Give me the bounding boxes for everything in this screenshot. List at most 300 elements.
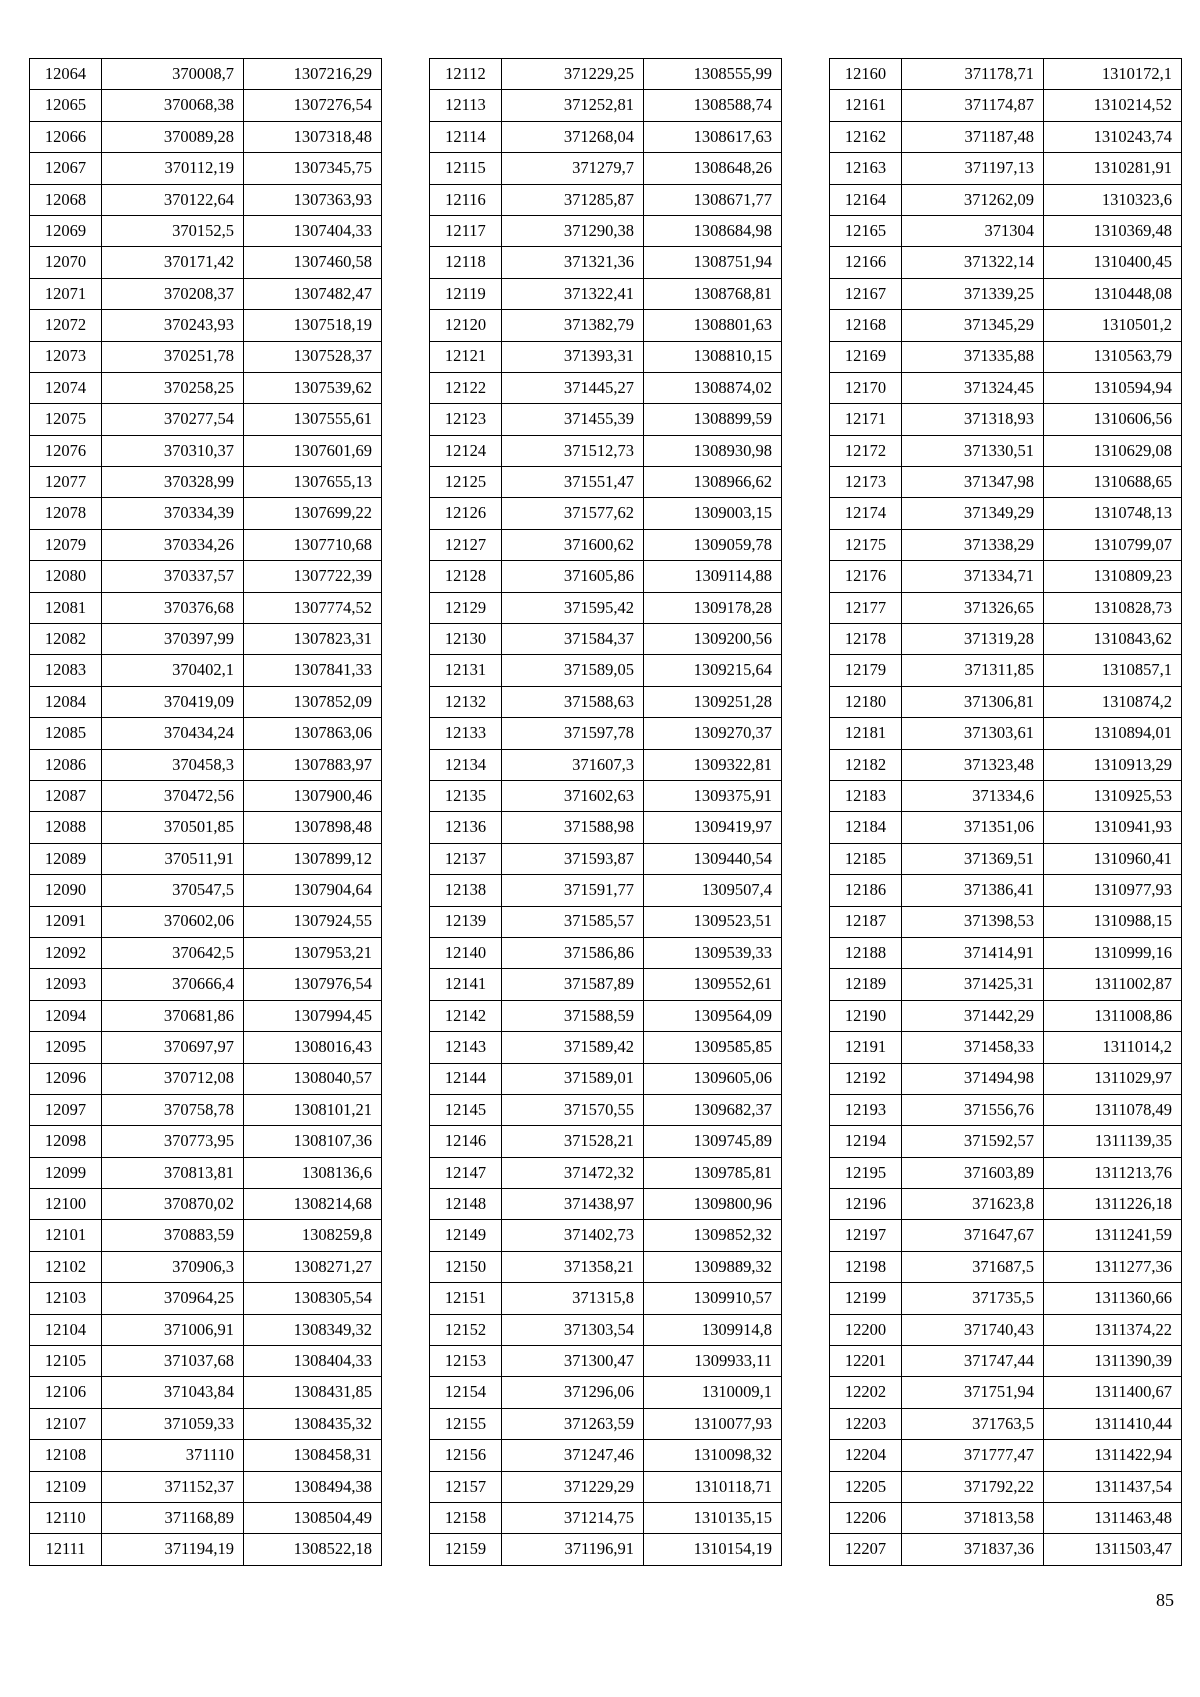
x-coordinate-cell: 371330,51 — [902, 435, 1044, 466]
y-coordinate-cell: 1308768,81 — [644, 278, 782, 309]
y-coordinate-cell: 1309682,37 — [644, 1094, 782, 1125]
table-row — [30, 1251, 382, 1282]
x-coordinate-cell: 370008,7 — [102, 59, 244, 90]
x-coordinate-cell: 371369,51 — [902, 843, 1044, 874]
point-number-cell: 12086 — [30, 749, 102, 780]
x-coordinate-cell: 371747,44 — [902, 1346, 1044, 1377]
point-number-cell: 12102 — [30, 1251, 102, 1282]
x-coordinate-cell: 371402,73 — [502, 1220, 644, 1251]
x-coordinate-cell: 371735,5 — [902, 1283, 1044, 1314]
x-coordinate-cell: 370152,5 — [102, 215, 244, 246]
table-row — [30, 498, 382, 529]
y-coordinate-cell: 1308810,15 — [644, 341, 782, 372]
x-coordinate-cell: 371168,89 — [102, 1502, 244, 1533]
x-coordinate-cell: 371445,27 — [502, 372, 644, 403]
table-row — [30, 1440, 382, 1471]
table-row — [430, 812, 782, 843]
x-coordinate-cell: 371425,31 — [902, 969, 1044, 1000]
x-coordinate-cell: 371813,58 — [902, 1502, 1044, 1533]
point-number-cell: 12085 — [30, 718, 102, 749]
table-row — [30, 278, 382, 309]
x-coordinate-cell: 370501,85 — [102, 812, 244, 843]
table-row — [830, 780, 1182, 811]
table-row — [830, 153, 1182, 184]
point-number-cell: 12101 — [30, 1220, 102, 1251]
x-coordinate-cell: 371324,45 — [902, 372, 1044, 403]
x-coordinate-cell: 371335,88 — [902, 341, 1044, 372]
table-row — [30, 184, 382, 215]
y-coordinate-cell: 1309322,81 — [644, 749, 782, 780]
point-number-cell: 12183 — [830, 780, 902, 811]
table-row — [430, 498, 782, 529]
x-coordinate-cell: 371351,06 — [902, 812, 1044, 843]
y-coordinate-cell: 1307601,69 — [244, 435, 382, 466]
x-coordinate-cell: 370328,99 — [102, 467, 244, 498]
x-coordinate-cell: 370681,86 — [102, 1000, 244, 1031]
x-coordinate-cell: 370458,3 — [102, 749, 244, 780]
point-number-cell: 12163 — [830, 153, 902, 184]
x-coordinate-cell: 370334,39 — [102, 498, 244, 529]
point-number-cell: 12191 — [830, 1032, 902, 1063]
point-number-cell: 12177 — [830, 592, 902, 623]
x-coordinate-cell: 371591,77 — [502, 875, 644, 906]
table-row — [30, 906, 382, 937]
table-row — [30, 749, 382, 780]
x-coordinate-cell: 370251,78 — [102, 341, 244, 372]
point-number-cell: 12080 — [30, 561, 102, 592]
table-row — [830, 1032, 1182, 1063]
point-number-cell: 12194 — [830, 1126, 902, 1157]
point-number-cell: 12088 — [30, 812, 102, 843]
x-coordinate-cell: 371494,98 — [902, 1063, 1044, 1094]
point-number-cell: 12188 — [830, 937, 902, 968]
x-coordinate-cell: 371263,59 — [502, 1408, 644, 1439]
y-coordinate-cell: 1309114,88 — [644, 561, 782, 592]
table-row — [430, 153, 782, 184]
y-coordinate-cell: 1307539,62 — [244, 372, 382, 403]
point-number-cell: 12186 — [830, 875, 902, 906]
x-coordinate-cell: 371311,85 — [902, 655, 1044, 686]
point-number-cell: 12134 — [430, 749, 502, 780]
point-number-cell: 12097 — [30, 1094, 102, 1125]
x-coordinate-cell: 371382,79 — [502, 310, 644, 341]
y-coordinate-cell: 1309552,61 — [644, 969, 782, 1000]
table-row — [830, 1157, 1182, 1188]
y-coordinate-cell: 1308966,62 — [644, 467, 782, 498]
table-row — [430, 404, 782, 435]
point-number-cell: 12198 — [830, 1251, 902, 1282]
table-row — [30, 121, 382, 152]
table-row — [30, 1283, 382, 1314]
table-row — [30, 718, 382, 749]
y-coordinate-cell: 1307841,33 — [244, 655, 382, 686]
y-coordinate-cell: 1310098,32 — [644, 1440, 782, 1471]
table-row — [830, 1408, 1182, 1439]
y-coordinate-cell: 1310874,2 — [1044, 686, 1182, 717]
table-row — [30, 1220, 382, 1251]
y-coordinate-cell: 1307953,21 — [244, 937, 382, 968]
point-number-cell: 12064 — [30, 59, 102, 90]
point-number-cell: 12117 — [430, 215, 502, 246]
table-row — [430, 969, 782, 1000]
table-row — [30, 1314, 382, 1345]
point-number-cell: 12197 — [830, 1220, 902, 1251]
table-row — [30, 341, 382, 372]
x-coordinate-cell: 371592,57 — [902, 1126, 1044, 1157]
point-number-cell: 12182 — [830, 749, 902, 780]
y-coordinate-cell: 1311400,67 — [1044, 1377, 1182, 1408]
y-coordinate-cell: 1310629,08 — [1044, 435, 1182, 466]
y-coordinate-cell: 1308435,32 — [244, 1408, 382, 1439]
x-coordinate-cell: 371345,29 — [902, 310, 1044, 341]
x-coordinate-cell: 370666,4 — [102, 969, 244, 1000]
y-coordinate-cell: 1309375,91 — [644, 780, 782, 811]
x-coordinate-cell: 371326,65 — [902, 592, 1044, 623]
table-row — [30, 1534, 382, 1565]
x-coordinate-cell: 370547,5 — [102, 875, 244, 906]
table-row — [30, 310, 382, 341]
point-number-cell: 12087 — [30, 780, 102, 811]
x-coordinate-cell: 370434,24 — [102, 718, 244, 749]
table-row — [830, 498, 1182, 529]
x-coordinate-cell: 370870,02 — [102, 1189, 244, 1220]
x-coordinate-cell: 371386,41 — [902, 875, 1044, 906]
table-row — [430, 529, 782, 560]
point-number-cell: 12092 — [30, 937, 102, 968]
y-coordinate-cell: 1311410,44 — [1044, 1408, 1182, 1439]
table-row — [830, 906, 1182, 937]
table-row — [430, 655, 782, 686]
x-coordinate-cell: 371593,87 — [502, 843, 644, 874]
table-row — [430, 278, 782, 309]
x-coordinate-cell: 371315,8 — [502, 1283, 644, 1314]
x-coordinate-cell: 371551,47 — [502, 467, 644, 498]
point-number-cell: 12140 — [430, 937, 502, 968]
table-row — [430, 1189, 782, 1220]
table-row — [30, 404, 382, 435]
point-number-cell: 12152 — [430, 1314, 502, 1345]
y-coordinate-cell: 1309745,89 — [644, 1126, 782, 1157]
table-row — [430, 1157, 782, 1188]
y-coordinate-cell: 1308271,27 — [244, 1251, 382, 1282]
point-number-cell: 12091 — [30, 906, 102, 937]
point-number-cell: 12160 — [830, 59, 902, 90]
y-coordinate-cell: 1310843,62 — [1044, 624, 1182, 655]
point-number-cell: 12082 — [30, 624, 102, 655]
table-row — [830, 121, 1182, 152]
coordinate-table-body — [30, 59, 382, 1566]
table-row — [830, 937, 1182, 968]
table-row — [830, 435, 1182, 466]
y-coordinate-cell: 1309523,51 — [644, 906, 782, 937]
point-number-cell: 12065 — [30, 90, 102, 121]
x-coordinate-cell: 371605,86 — [502, 561, 644, 592]
x-coordinate-cell: 371323,48 — [902, 749, 1044, 780]
x-coordinate-cell: 371037,68 — [102, 1346, 244, 1377]
y-coordinate-cell: 1311008,86 — [1044, 1000, 1182, 1031]
point-number-cell: 12153 — [430, 1346, 502, 1377]
point-number-cell: 12165 — [830, 215, 902, 246]
point-number-cell: 12113 — [430, 90, 502, 121]
point-number-cell: 12142 — [430, 1000, 502, 1031]
point-number-cell: 12204 — [830, 1440, 902, 1471]
point-number-cell: 12154 — [430, 1377, 502, 1408]
point-number-cell: 12131 — [430, 655, 502, 686]
table-row — [830, 404, 1182, 435]
y-coordinate-cell: 1310369,48 — [1044, 215, 1182, 246]
table-row — [430, 686, 782, 717]
x-coordinate-cell: 371687,5 — [902, 1251, 1044, 1282]
point-number-cell: 12139 — [430, 906, 502, 937]
y-coordinate-cell: 1311241,59 — [1044, 1220, 1182, 1251]
point-number-cell: 12123 — [430, 404, 502, 435]
point-number-cell: 12175 — [830, 529, 902, 560]
table-row — [430, 749, 782, 780]
y-coordinate-cell: 1309564,09 — [644, 1000, 782, 1031]
y-coordinate-cell: 1307482,47 — [244, 278, 382, 309]
y-coordinate-cell: 1307883,97 — [244, 749, 382, 780]
point-number-cell: 12174 — [830, 498, 902, 529]
coordinate-table-3 — [829, 58, 1182, 1566]
y-coordinate-cell: 1308349,32 — [244, 1314, 382, 1345]
y-coordinate-cell: 1310857,1 — [1044, 655, 1182, 686]
table-row — [30, 561, 382, 592]
x-coordinate-cell: 371740,43 — [902, 1314, 1044, 1345]
table-row — [430, 1000, 782, 1031]
y-coordinate-cell: 1308458,31 — [244, 1440, 382, 1471]
x-coordinate-cell: 371414,91 — [902, 937, 1044, 968]
table-row — [430, 780, 782, 811]
table-row — [30, 875, 382, 906]
table-row — [430, 1220, 782, 1251]
point-number-cell: 12073 — [30, 341, 102, 372]
table-row — [30, 1063, 382, 1094]
y-coordinate-cell: 1308555,99 — [644, 59, 782, 90]
x-coordinate-cell: 371600,62 — [502, 529, 644, 560]
table-row — [830, 90, 1182, 121]
x-coordinate-cell: 370813,81 — [102, 1157, 244, 1188]
point-number-cell: 12116 — [430, 184, 502, 215]
point-number-cell: 12136 — [430, 812, 502, 843]
table-row — [830, 310, 1182, 341]
y-coordinate-cell: 1310913,29 — [1044, 749, 1182, 780]
x-coordinate-cell: 370171,42 — [102, 247, 244, 278]
table-row — [830, 467, 1182, 498]
x-coordinate-cell: 371321,36 — [502, 247, 644, 278]
table-row — [430, 184, 782, 215]
y-coordinate-cell: 1311374,22 — [1044, 1314, 1182, 1345]
point-number-cell: 12083 — [30, 655, 102, 686]
x-coordinate-cell: 371334,71 — [902, 561, 1044, 592]
x-coordinate-cell: 371358,21 — [502, 1251, 644, 1282]
x-coordinate-cell: 370334,26 — [102, 529, 244, 560]
x-coordinate-cell: 371319,28 — [902, 624, 1044, 655]
x-coordinate-cell: 371588,98 — [502, 812, 644, 843]
coordinate-table-body — [430, 59, 782, 1566]
table-row — [30, 1471, 382, 1502]
table-row — [30, 1094, 382, 1125]
y-coordinate-cell: 1311014,2 — [1044, 1032, 1182, 1063]
point-number-cell: 12126 — [430, 498, 502, 529]
y-coordinate-cell: 1307863,06 — [244, 718, 382, 749]
point-number-cell: 12179 — [830, 655, 902, 686]
point-number-cell: 12138 — [430, 875, 502, 906]
x-coordinate-cell: 370472,56 — [102, 780, 244, 811]
y-coordinate-cell: 1309785,81 — [644, 1157, 782, 1188]
x-coordinate-cell: 371597,78 — [502, 718, 644, 749]
point-number-cell: 12156 — [430, 1440, 502, 1471]
table-row — [430, 592, 782, 623]
y-coordinate-cell: 1311390,39 — [1044, 1346, 1182, 1377]
table-row — [30, 655, 382, 686]
y-coordinate-cell: 1308684,98 — [644, 215, 782, 246]
point-number-cell: 12200 — [830, 1314, 902, 1345]
y-coordinate-cell: 1309270,37 — [644, 718, 782, 749]
y-coordinate-cell: 1309059,78 — [644, 529, 782, 560]
point-number-cell: 12095 — [30, 1032, 102, 1063]
y-coordinate-cell: 1307555,61 — [244, 404, 382, 435]
x-coordinate-cell: 370112,19 — [102, 153, 244, 184]
point-number-cell: 12130 — [430, 624, 502, 655]
x-coordinate-cell: 371777,47 — [902, 1440, 1044, 1471]
y-coordinate-cell: 1307823,31 — [244, 624, 382, 655]
point-number-cell: 12144 — [430, 1063, 502, 1094]
point-number-cell: 12125 — [430, 467, 502, 498]
y-coordinate-cell: 1311437,54 — [1044, 1471, 1182, 1502]
y-coordinate-cell: 1310809,23 — [1044, 561, 1182, 592]
y-coordinate-cell: 1307216,29 — [244, 59, 382, 90]
x-coordinate-cell: 370642,5 — [102, 937, 244, 968]
table-row — [830, 561, 1182, 592]
y-coordinate-cell: 1311226,18 — [1044, 1189, 1182, 1220]
x-coordinate-cell: 370397,99 — [102, 624, 244, 655]
table-row — [430, 1251, 782, 1282]
x-coordinate-cell: 371607,3 — [502, 749, 644, 780]
y-coordinate-cell: 1307404,33 — [244, 215, 382, 246]
x-coordinate-cell: 371602,63 — [502, 780, 644, 811]
x-coordinate-cell: 371472,32 — [502, 1157, 644, 1188]
point-number-cell: 12206 — [830, 1502, 902, 1533]
y-coordinate-cell: 1311078,49 — [1044, 1094, 1182, 1125]
y-coordinate-cell: 1307994,45 — [244, 1000, 382, 1031]
point-number-cell: 12100 — [30, 1189, 102, 1220]
y-coordinate-cell: 1309003,15 — [644, 498, 782, 529]
x-coordinate-cell: 371347,98 — [902, 467, 1044, 498]
x-coordinate-cell: 371174,87 — [902, 90, 1044, 121]
point-number-cell: 12070 — [30, 247, 102, 278]
y-coordinate-cell: 1307460,58 — [244, 247, 382, 278]
table-row — [430, 561, 782, 592]
x-coordinate-cell: 371303,61 — [902, 718, 1044, 749]
table-row — [430, 1534, 782, 1565]
y-coordinate-cell: 1308040,57 — [244, 1063, 382, 1094]
x-coordinate-cell: 371349,29 — [902, 498, 1044, 529]
x-coordinate-cell: 370712,08 — [102, 1063, 244, 1094]
point-number-cell: 12141 — [430, 969, 502, 1000]
table-row — [830, 686, 1182, 717]
point-number-cell: 12072 — [30, 310, 102, 341]
coordinate-table-body — [830, 59, 1182, 1566]
x-coordinate-cell: 371214,75 — [502, 1502, 644, 1533]
table-row — [430, 1502, 782, 1533]
table-row — [30, 812, 382, 843]
x-coordinate-cell: 370697,97 — [102, 1032, 244, 1063]
x-coordinate-cell: 370122,64 — [102, 184, 244, 215]
table-row — [30, 1032, 382, 1063]
table-row — [430, 121, 782, 152]
table-row — [430, 1283, 782, 1314]
table-row — [30, 969, 382, 1000]
x-coordinate-cell: 371059,33 — [102, 1408, 244, 1439]
x-coordinate-cell: 370602,06 — [102, 906, 244, 937]
y-coordinate-cell: 1308305,54 — [244, 1283, 382, 1314]
y-coordinate-cell: 1307528,37 — [244, 341, 382, 372]
point-number-cell: 12129 — [430, 592, 502, 623]
x-coordinate-cell: 371194,19 — [102, 1534, 244, 1565]
table-row — [430, 467, 782, 498]
table-row — [30, 90, 382, 121]
point-number-cell: 12133 — [430, 718, 502, 749]
point-number-cell: 12172 — [830, 435, 902, 466]
point-number-cell: 12190 — [830, 1000, 902, 1031]
x-coordinate-cell: 371322,14 — [902, 247, 1044, 278]
x-coordinate-cell: 371589,42 — [502, 1032, 644, 1063]
table-row — [30, 1000, 382, 1031]
table-row — [30, 59, 382, 90]
y-coordinate-cell: 1310154,19 — [644, 1534, 782, 1565]
x-coordinate-cell: 371398,53 — [902, 906, 1044, 937]
table-row — [830, 1000, 1182, 1031]
x-coordinate-cell: 371306,81 — [902, 686, 1044, 717]
x-coordinate-cell: 371043,84 — [102, 1377, 244, 1408]
y-coordinate-cell: 1311503,47 — [1044, 1534, 1182, 1565]
point-number-cell: 12159 — [430, 1534, 502, 1565]
point-number-cell: 12110 — [30, 1502, 102, 1533]
point-number-cell: 12170 — [830, 372, 902, 403]
table-row — [830, 1126, 1182, 1157]
point-number-cell: 12094 — [30, 1000, 102, 1031]
y-coordinate-cell: 1310960,41 — [1044, 843, 1182, 874]
table-row — [30, 592, 382, 623]
y-coordinate-cell: 1307898,48 — [244, 812, 382, 843]
x-coordinate-cell: 371438,97 — [502, 1189, 644, 1220]
table-row — [30, 1408, 382, 1439]
page-number: 85 — [1156, 1590, 1174, 1610]
table-row — [830, 372, 1182, 403]
point-number-cell: 12090 — [30, 875, 102, 906]
point-number-cell: 12148 — [430, 1189, 502, 1220]
y-coordinate-cell: 1310172,1 — [1044, 59, 1182, 90]
point-number-cell: 12185 — [830, 843, 902, 874]
table-row — [30, 1126, 382, 1157]
point-number-cell: 12114 — [430, 121, 502, 152]
y-coordinate-cell: 1309889,32 — [644, 1251, 782, 1282]
x-coordinate-cell: 370208,37 — [102, 278, 244, 309]
point-number-cell: 12143 — [430, 1032, 502, 1063]
y-coordinate-cell: 1307710,68 — [244, 529, 382, 560]
y-coordinate-cell: 1308874,02 — [644, 372, 782, 403]
table-row — [830, 1471, 1182, 1502]
table-row — [30, 686, 382, 717]
x-coordinate-cell: 370068,38 — [102, 90, 244, 121]
y-coordinate-cell: 1310400,45 — [1044, 247, 1182, 278]
y-coordinate-cell: 1309419,97 — [644, 812, 782, 843]
y-coordinate-cell: 1311277,36 — [1044, 1251, 1182, 1282]
point-number-cell: 12071 — [30, 278, 102, 309]
point-number-cell: 12180 — [830, 686, 902, 717]
x-coordinate-cell: 371334,6 — [902, 780, 1044, 811]
table-row — [430, 1032, 782, 1063]
